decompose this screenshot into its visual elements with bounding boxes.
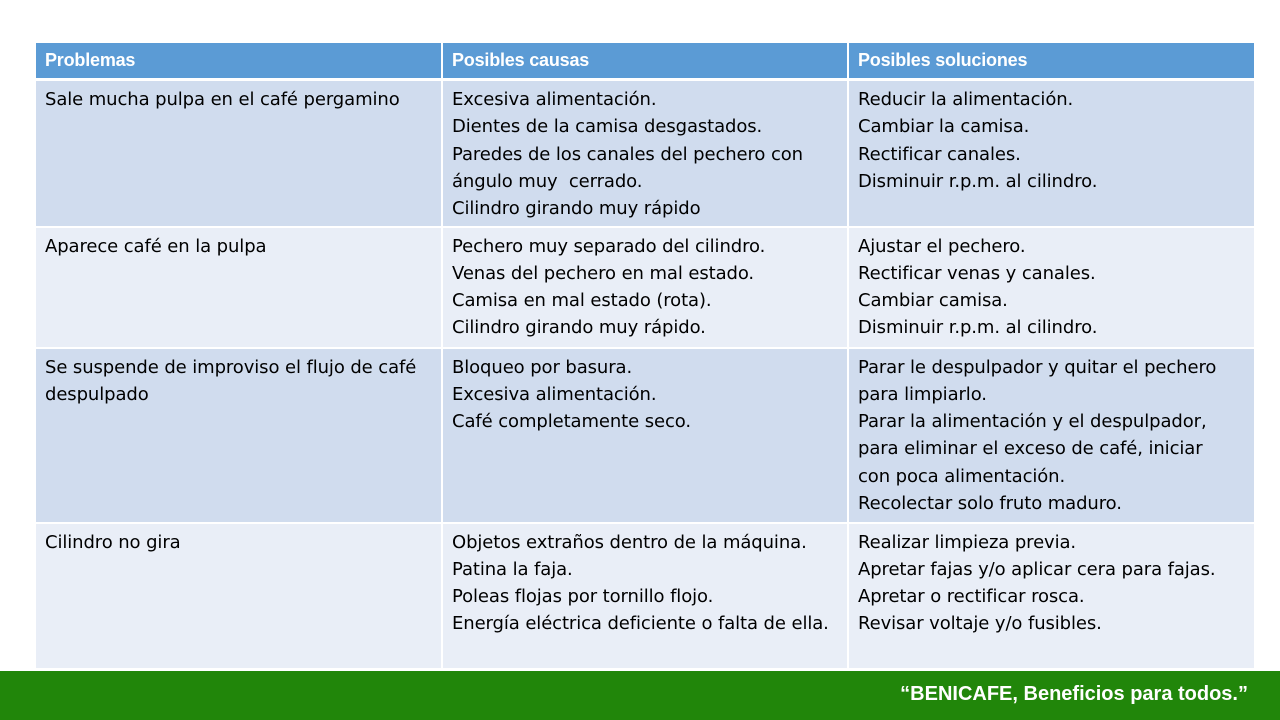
header-posibles-soluciones: Posibles soluciones (848, 43, 1254, 80)
cause-line: ángulo muy cerrado. (452, 170, 643, 192)
cause-line: Energía eléctrica deficiente o falta de ella. (452, 613, 829, 635)
solution-line: Revisar voltaje y/o fusibles. (858, 613, 1102, 635)
solution-line: con poca alimentación. (858, 465, 1066, 487)
problem-line: despulpado (45, 383, 149, 405)
problem-line: Se suspende de improviso el flujo de café (45, 356, 417, 378)
problem-line: Cilindro no gira (45, 531, 181, 553)
solutions-cell (848, 227, 1254, 348)
problem-cell (36, 523, 442, 669)
solutions-cell (848, 523, 1254, 669)
cause-line: Pechero muy separado del cilindro. (452, 235, 766, 257)
cause-line: Excesiva alimentación. (452, 383, 657, 405)
cause-line: Excesiva alimentación. (452, 89, 657, 110)
table-row (36, 80, 1254, 227)
solution-line: Rectificar venas y canales. (858, 262, 1096, 284)
problem-line: Aparece café en la pulpa (45, 235, 267, 257)
cause-line: Paredes de los canales del pechero con (452, 143, 803, 165)
problem-line: Sale mucha pulpa en el café pergamino (45, 89, 400, 110)
cause-line: Dientes de la camisa desgastados. (452, 116, 763, 138)
solution-line: Cambiar la camisa. (858, 116, 1030, 138)
cause-line: Venas del pechero en mal estado. (452, 262, 755, 284)
causes-cell (442, 80, 848, 227)
solution-line: Disminuir r.p.m. al cilindro. (858, 170, 1098, 192)
cause-line: Camisa en mal estado (rota). (452, 290, 712, 312)
table-row (36, 348, 1254, 523)
solution-line: para eliminar el exceso de café, iniciar (858, 438, 1203, 460)
solution-line: Apretar o rectificar rosca. (858, 586, 1085, 608)
solution-line: Parar le despulpador y quitar el pechero (858, 356, 1217, 378)
footer-slogan: “BENICAFE, Beneficios para todos.” (900, 683, 1248, 705)
problem-cell (36, 348, 442, 523)
solution-line: para limpiarlo. (858, 383, 987, 405)
problem-cell (36, 227, 442, 348)
solution-line: Disminuir r.p.m. al cilindro. (858, 317, 1098, 339)
causes-cell (442, 348, 848, 523)
causes-cell (442, 227, 848, 348)
problem-cell (36, 80, 442, 227)
solutions-cell (848, 80, 1254, 227)
solution-line: Recolectar solo fruto maduro. (858, 492, 1122, 514)
solution-line: Cambiar camisa. (858, 290, 1008, 312)
solution-line: Apretar fajas y/o aplicar cera para fajas. (858, 558, 1216, 580)
causes-cell (442, 523, 848, 669)
troubleshooting-table (36, 43, 1254, 670)
footer-bar (0, 671, 1280, 720)
cause-line: Cilindro girando muy rápido (452, 198, 701, 220)
cause-line: Objetos extraños dentro de la máquina. (452, 531, 807, 553)
table-row (36, 227, 1254, 348)
cause-line: Bloqueo por basura. (452, 356, 633, 378)
table-header-row (36, 43, 1254, 80)
table-row (36, 523, 1254, 669)
cause-line: Café completamente seco. (452, 411, 692, 433)
solution-line: Parar la alimentación y el despulpador, (858, 411, 1207, 433)
solution-line: Rectificar canales. (858, 143, 1021, 165)
header-posibles-causas: Posibles causas (442, 43, 848, 80)
header-problemas: Problemas (36, 43, 442, 80)
cause-line: Cilindro girando muy rápido. (452, 317, 706, 339)
cause-line: Poleas flojas por tornillo flojo. (452, 586, 714, 608)
solution-line: Realizar limpieza previa. (858, 531, 1077, 553)
solutions-cell (848, 348, 1254, 523)
solution-line: Ajustar el pechero. (858, 235, 1026, 257)
cause-line: Patina la faja. (452, 558, 573, 580)
solution-line: Reducir la alimentación. (858, 89, 1074, 110)
